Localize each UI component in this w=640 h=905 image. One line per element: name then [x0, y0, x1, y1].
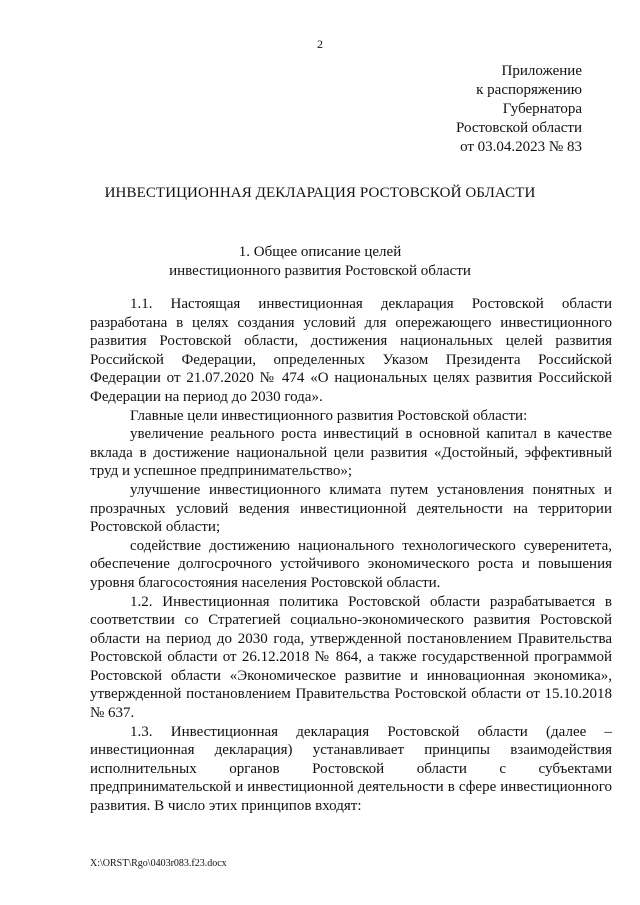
- paragraph: 1.2. Инвестиционная политика Ростовской области разрабатывается в соответствии со Стратегией социально-экономического развития Ростовской области на период до 2030 года, утвержденной постановлением Правительства Ростовской области от 26.12.2018 № 864, а также государственной программой Ростовской области «Экономическое развитие и инновационная экономика», утвержденной постановлением Правительства Ростовской области от 15.10.2018 № 637.: [90, 593, 612, 722]
- page-number: 2: [317, 37, 323, 51]
- appendix-line: к распоряжению: [476, 82, 582, 98]
- section-heading-line: инвестиционного развития Ростовской области: [169, 263, 471, 279]
- paragraph: 1.1. Настоящая инвестиционная декларация Ростовской области разработана в целях создания условий для опережающего инвестиционного развития Ростовской области, достижения национальных целей развития Российской Федерации, определенных Указом Президента Российской Федерации от 21.07.2020 № 474 «О национальных целях развития Российской Федерации на период до 2030 года».: [90, 296, 612, 405]
- appendix-line: Губернатора: [502, 101, 582, 117]
- paragraph: содействие достижению национального технологического суверенитета, обеспечение долгосрочного устойчивого экономического роста и повышения уровня благосостояния населения Ростовской области.: [90, 537, 612, 591]
- paragraph: Главные цели инвестиционного развития Ростовской области:: [130, 407, 528, 424]
- appendix-line: Ростовской области: [456, 120, 582, 136]
- paragraph: увеличение реального роста инвестиций в основной капитал в качестве вклада в достижение национальной цели развития «Достойный, эффективный труд и успешное предпринимательство»;: [90, 426, 612, 480]
- appendix-line: Приложение: [501, 63, 582, 79]
- file-path-footer: X:\ORST\Rgo\0403r083.f23.docx: [90, 858, 227, 869]
- section-heading: [0, 243, 640, 281]
- document-title: ИНВЕСТИЦИОННАЯ ДЕКЛАРАЦИЯ РОСТОВСКОЙ ОБЛАСТИ: [104, 185, 536, 201]
- appendix-line: от 03.04.2023 № 83: [460, 139, 582, 155]
- section-heading-line: 1. Общее описание целей: [238, 244, 402, 260]
- paragraph: улучшение инвестиционного климата путем установления понятных и прозрачных условий ведения инвестиционной деятельности на территории Ростовской области;: [90, 481, 612, 536]
- document-body: [90, 295, 612, 816]
- paragraph: 1.3. Инвестиционная декларация Ростовской области (далее – инвестиционная декларация) устанавливает принципы взаимодействия исполнительных органов Ростовской области с субъектами предпринимательской и инвестиционной деятельности в сфере инвестиционного развития. В число этих принципов входят:: [90, 723, 612, 815]
- appendix-block: [456, 62, 582, 157]
